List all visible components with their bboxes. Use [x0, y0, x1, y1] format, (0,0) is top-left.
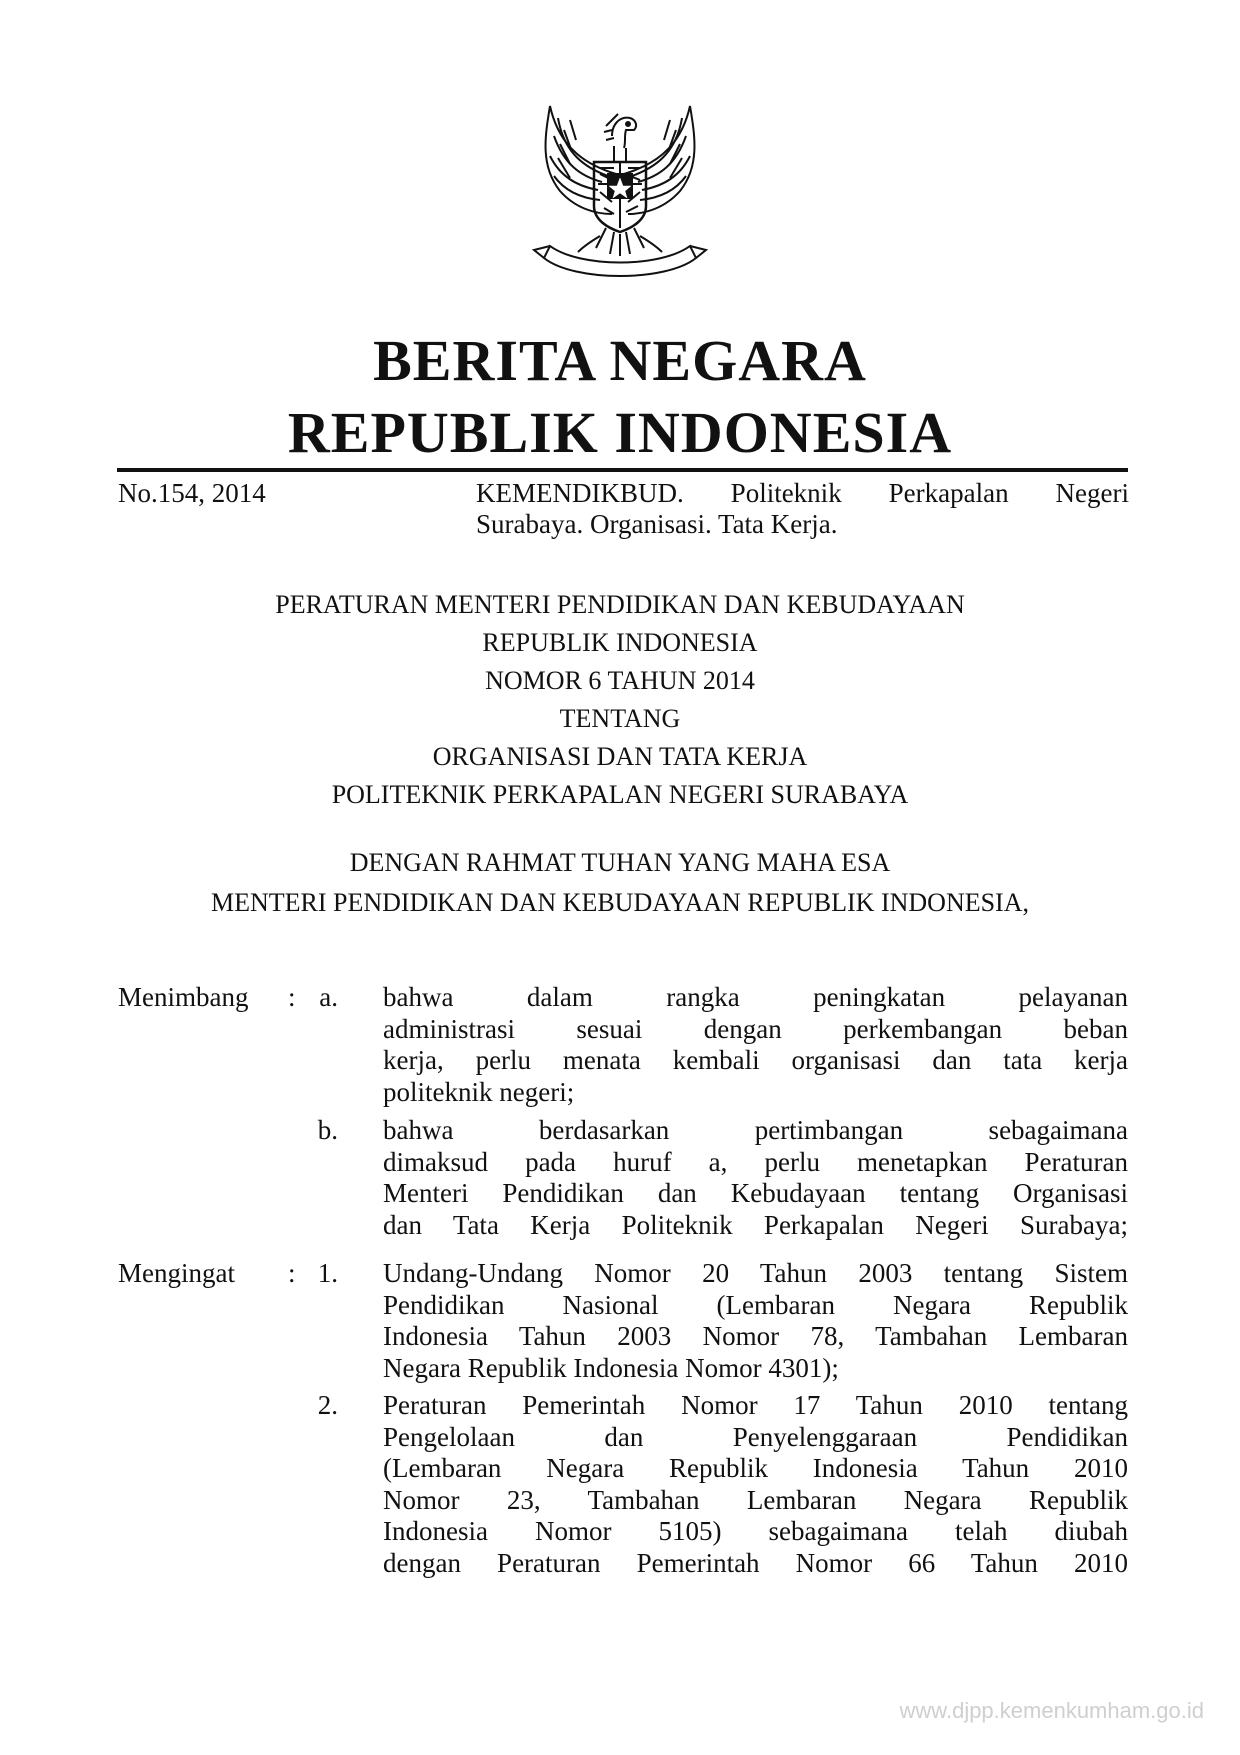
- paragraph-line: Pengelolaan dan Penyelenggaraan Pendidikan: [383, 1421, 1128, 1452]
- regulation-title-line: POLITEKNIK PERKAPALAN NEGERI SURABAYA: [331, 780, 909, 809]
- masthead-subtitle: REPUBLIK INDONESIA: [287, 400, 953, 465]
- mengingat-item-1: [383, 1258, 1128, 1384]
- paragraph-line: Undang-Undang Nomor 20 Tahun 2003 tentang Sistem: [383, 1258, 1128, 1288]
- paragraph-line: dan Tata Kerja Politeknik Perkapalan Negeri Surabaya;: [383, 1209, 1128, 1240]
- item-marker: b.: [317, 1115, 338, 1145]
- regulation-title-line: REPUBLIK INDONESIA: [482, 628, 758, 657]
- mengingat-colon: :: [288, 1258, 296, 1288]
- menimbang-colon: :: [288, 982, 296, 1012]
- masthead-divider: [117, 468, 1128, 472]
- paragraph-line: dengan Peraturan Pemerintah Nomor 66 Tahun 2010: [383, 1547, 1128, 1578]
- item-marker: 2.: [317, 1390, 338, 1420]
- item-marker: 1.: [317, 1258, 338, 1288]
- paragraph-line: Indonesia Nomor 5105) sebagaimana telah diubah: [383, 1516, 1128, 1546]
- menimbang-item-b: [383, 1115, 1128, 1241]
- paragraph-line: administrasi sesuai dengan perkembangan beban: [383, 1013, 1128, 1044]
- gazette-subject: [476, 478, 1129, 540]
- paragraph-line: Nomor 23, Tambahan Lembaran Negara Republik: [383, 1484, 1128, 1515]
- regulation-title-line: NOMOR 6 TAHUN 2014: [485, 666, 755, 695]
- paragraph-line: Menteri Pendidikan dan Kebudayaan tentang Organisasi: [383, 1178, 1128, 1208]
- paragraph-line: dimaksud pada huruf a, perlu menetapkan Peraturan: [383, 1146, 1128, 1177]
- paragraph-line: Pendidikan Nasional (Lembaran Negara Republik: [383, 1289, 1128, 1320]
- paragraph-line: bahwa berdasarkan pertimbangan sebagaimana: [383, 1115, 1128, 1145]
- source-watermark: www.djpp.kemenkumham.go.id: [899, 1698, 1204, 1723]
- regulation-title-line: TENTANG: [559, 704, 681, 733]
- masthead-title: BERITA NEGARA: [373, 328, 867, 393]
- garuda-emblem-icon: [520, 96, 720, 286]
- mengingat-label: Mengingat: [118, 1258, 235, 1288]
- paragraph-line: bahwa dalam rangka peningkatan pelayanan: [383, 982, 1128, 1012]
- preamble-line: MENTERI PENDIDIKAN DAN KEBUDAYAAN REPUBLIK INDONESIA,: [210, 888, 1029, 917]
- paragraph-line: Indonesia Tahun 2003 Nomor 78, Tambahan Lembaran: [383, 1321, 1128, 1351]
- regulation-title-line: ORGANISASI DAN TATA KERJA: [432, 742, 808, 771]
- menimbang-item-a: [383, 982, 1128, 1108]
- gazette-subject-line: KEMENDIKBUD. Politeknik Perkapalan Negeri: [476, 478, 1129, 508]
- regulation-title-line: PERATURAN MENTERI PENDIDIKAN DAN KEBUDAYAAN: [275, 590, 965, 619]
- gazette-subject-line: Surabaya. Organisasi. Tata Kerja.: [476, 509, 838, 539]
- paragraph-line: kerja, perlu menata kembali organisasi dan tata kerja: [383, 1045, 1128, 1075]
- paragraph-line: Negara Republik Indonesia Nomor 4301);: [383, 1352, 839, 1383]
- menimbang-label: Menimbang: [118, 982, 249, 1012]
- item-marker: a.: [319, 982, 338, 1012]
- mengingat-item-2: [383, 1390, 1128, 1579]
- paragraph-line: politeknik negeri;: [383, 1076, 575, 1107]
- regulation-title: [0, 586, 1240, 814]
- preamble-line: DENGAN RAHMAT TUHAN YANG MAHA ESA: [349, 848, 891, 877]
- paragraph-line: (Lembaran Negara Republik Indonesia Tahun 2010: [383, 1453, 1128, 1483]
- gazette-number: No.154, 2014: [118, 478, 266, 508]
- paragraph-line: Peraturan Pemerintah Nomor 17 Tahun 2010 tentang: [383, 1390, 1128, 1420]
